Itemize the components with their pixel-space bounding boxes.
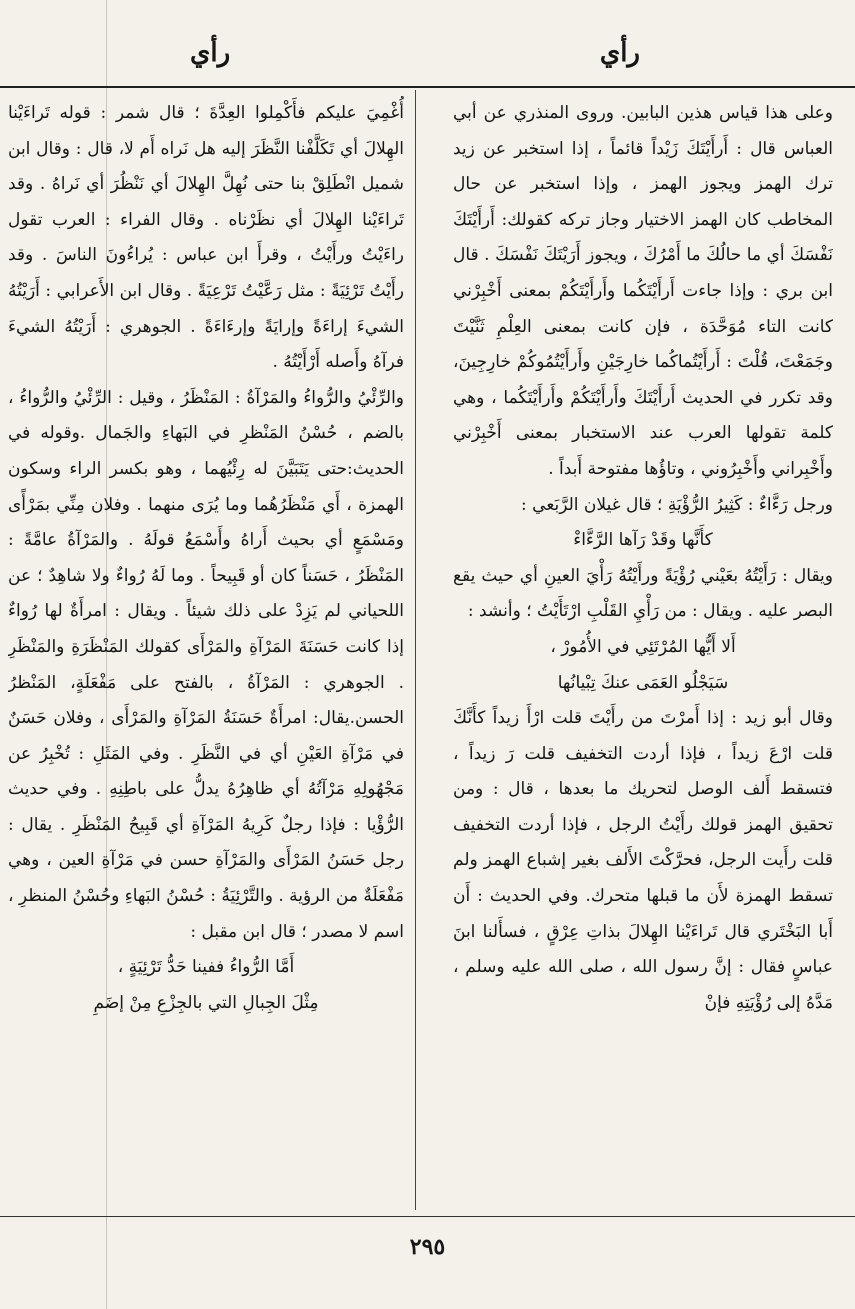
right-column bbox=[453, 96, 833, 1208]
paragraph: وعلى هذا قياس هذين البابين. وروى المنذري عن أبي العباس قال : أَرأَيْتَكَ زَيْداً قائماً ، إذا استخبر عن زيد ترك الهمز ويجوز الهمز ، وإذا استخبر عن حال المخاطب كان الهمز الاختيار وجاز تركه كقولك: أَرأَيْتَكَ نَفْسَكَ أي ما حالُكَ ما أَمْرُكَ ، ويجوز أَرَيْتَكَ نَفْسَكَ . قال ابن بري : وإذا جاءت أَرأَيْتَكُما وأَرأَيْتَكُمْ بمعنى أَخْبِرْني كانت التاء مُوَحَّدَة ، فإن كانت بمعنى العِلْمِ ثَنَّيْتَ وجَمَعْتَ، قُلْتَ : أَرأَيْتُماكُما خارِجَيْنِ وأَرأَيْتُمُوكُمْ خارِجِينَ، وقد تكرر في الحديث أَرأَيْتَكَ وأَرأَيْتَكُمْ وأَرأَيْتَكُما ، وهي كلمة تقولها العرب عند الاستخبار بمعنى أَخْبِرْني وأَخْبِراني وأَخْبِرُوني ، وتاؤُها مفتوحة أَبداً . bbox=[453, 103, 833, 479]
footer-rule bbox=[0, 1216, 855, 1217]
paragraph: أُغْمِيَ عليكم فأَكْمِلوا العِدَّةَ ؛ قال شمر : قوله تَراءَيْنا الهِلالَ أي تَكَلَّفْنا النَّظَرَ إليه هل نَراه أَم لا، قال : وقال ابن شميل انْطَلِقْ بنا حتى نُهِلَّ الهِلالَ أي نَنْظُرَ أي نَراهُ . وقد تَراءَيْنا الهِلالَ أي نظَرْناه . وقال الفراء : العرب تقول راءَيْتُ ورأَيْتُ ، وقرأَ ابن عباس : يُراءُونَ الناسَ . وقد رأَيْتُ تَرْئِيَةً : مثل رَعَّيْتُ تَرْعِيَةً . وقال ابن الأَعرابي : أَرَيْتُهُ الشيءَ إراءَةً وإرايَةً وإرءَاءَةً . الجوهري : أَرَيْتُهُ الشيءَ فرآهُ وأَصله أَرْأَيْتُهُ . bbox=[8, 103, 404, 373]
header-word-right: رأي bbox=[599, 38, 640, 68]
left-column bbox=[8, 96, 404, 1208]
column-divider bbox=[415, 90, 416, 1210]
paragraph: وقال أبو زيد : إذا أَمرْتَ من رأَيْتَ قلت ارْأَ زيداً كأَنَّكَ قلت ارْعَ زيداً ، فإذا أردت التخفيف قلت رَ زيداً ، فتسقط أَلف الوصل لتحريك ما بعدها ، قال : ومن تحقيق الهمز قولك رأَيْتُ الرجل ، فإذا أردت التخفيف قلت رأَيت الرجل، فحرَّكْتَ الأَلف بغير إشباع الهمز ولم تسقط الهمزة لأَن ما قبلها متحرك. وفي الحديث : أَن أَبا البَخْتَري قال تَراءَيْنا الهِلالَ بذاتِ عِرْقٍ ، فسأَلنا ابنَ عباسٍ فقال : إنَّ رسول الله ، صلى الله عليه وسلم ، مَدَّهُ إلى رُؤْيَتِهِ فإنْ bbox=[453, 708, 833, 1013]
verse-line: أَلا أَيُّها المُرْتَئِي في الأُمُورْ ، bbox=[550, 636, 736, 657]
header-word-left: رأي bbox=[190, 38, 231, 68]
header-rule bbox=[0, 86, 855, 88]
verse-line: كأَنَّها وقَدْ رَآها الرَّءَّاءْ bbox=[573, 530, 713, 551]
verse-line: سَيَجْلُو العَمَى عنكَ تِبْيانُها bbox=[557, 672, 729, 693]
verse-line: مِثْلَ الجِبالِ التي بالجِزْعِ مِنْ إضَمِ bbox=[93, 992, 319, 1013]
paragraph: والرِّئْيُ والرُّواءُ والمَرْآةُ : المَنْظَرُ ، وقيل : الرِّئْيُ والرُّواءُ ، بالضم ، حُسْنُ المَنْظرِ في البَهاءِ والجَمال .وقوله في الحديث:حتى يَتَبَيَّنَ له رِئْيُهما ، وهو بكسر الراء وسكون الهمزة ، أَي مَنْظَرُهُما وما يُرَى منهما . وفلان مِنِّي بمَرْأًى ومَسْمَعٍ أي بحيث أَراهُ وأَسْمَعُ قولَهُ . والمَرْآةُ عامَّةً : المَنْظَرُ ، حَسَناً كان أو قَبِيحاً . وما لَهُ رُواءٌ ولا شاهِدٌ ؛ عن اللحياني لم يَزِدْ على ذلك شيئاً . ويقال : امرأَةٌ لها رُواءٌ إذا كانت حَسَنَةَ المَرْآةِ والمَرْأَى كقولك المَنْظَرَةِ والمَنْظَرِ . الجوهري : المَرْآةُ ، بالفتح على مَفْعَلَةٍ، المَنْظرُ الحسن.يقال: امرأَةٌ حَسَنَةُ المَرْآةِ والمَرْأَى ، وفلان حَسَنٌ في مَرْآةِ العَيْنِ أي في النَّظَرِ . وفي المَثَلِ : تُخْبِرُ عن مَجْهُولِهِ مَرْآتُهُ أي ظاهِرُهُ يدلُّ على باطِنِهِ . وفي حديث الرُّؤْيا : فإذا رجلٌ كَرِيهُ المَرْآةِ أي قَبِيحُ المَنْظَرِ . يقال : رجل حَسَنُ المَرْأَى والمَرْآةِ حسن في مَرْآةِ العين ، وهي مَفْعَلَةٌ من الرؤية . والتَّرْئِيَةُ : حُسْنُ البَهاءِ وحُسْنُ المنظرِ ، اسم لا مصدر ؛ قال ابن مقبل : bbox=[8, 387, 404, 942]
paragraph: ورجل رَءَّاءٌ : كَثِيرُ الرُّؤْيَةِ ؛ قال غيلان الرَّبَعي : bbox=[521, 494, 833, 515]
paragraph: ويقال : رَأَيْتُهُ بعَيْني رُؤْيَةً ورأَيْتُهُ رَأْيَ العينِ أي حيث يقع البصر عليه . ويقال : من رَأْيِ القَلْبِ ارْتَأَيْتُ ؛ وأنشد : bbox=[453, 565, 833, 622]
page-number: ٢٩٥ bbox=[409, 1234, 446, 1260]
verse-line: أَمَّا الرُّواءُ ففينا حَدُّ تَرْئِيَةٍ ، bbox=[117, 957, 295, 978]
